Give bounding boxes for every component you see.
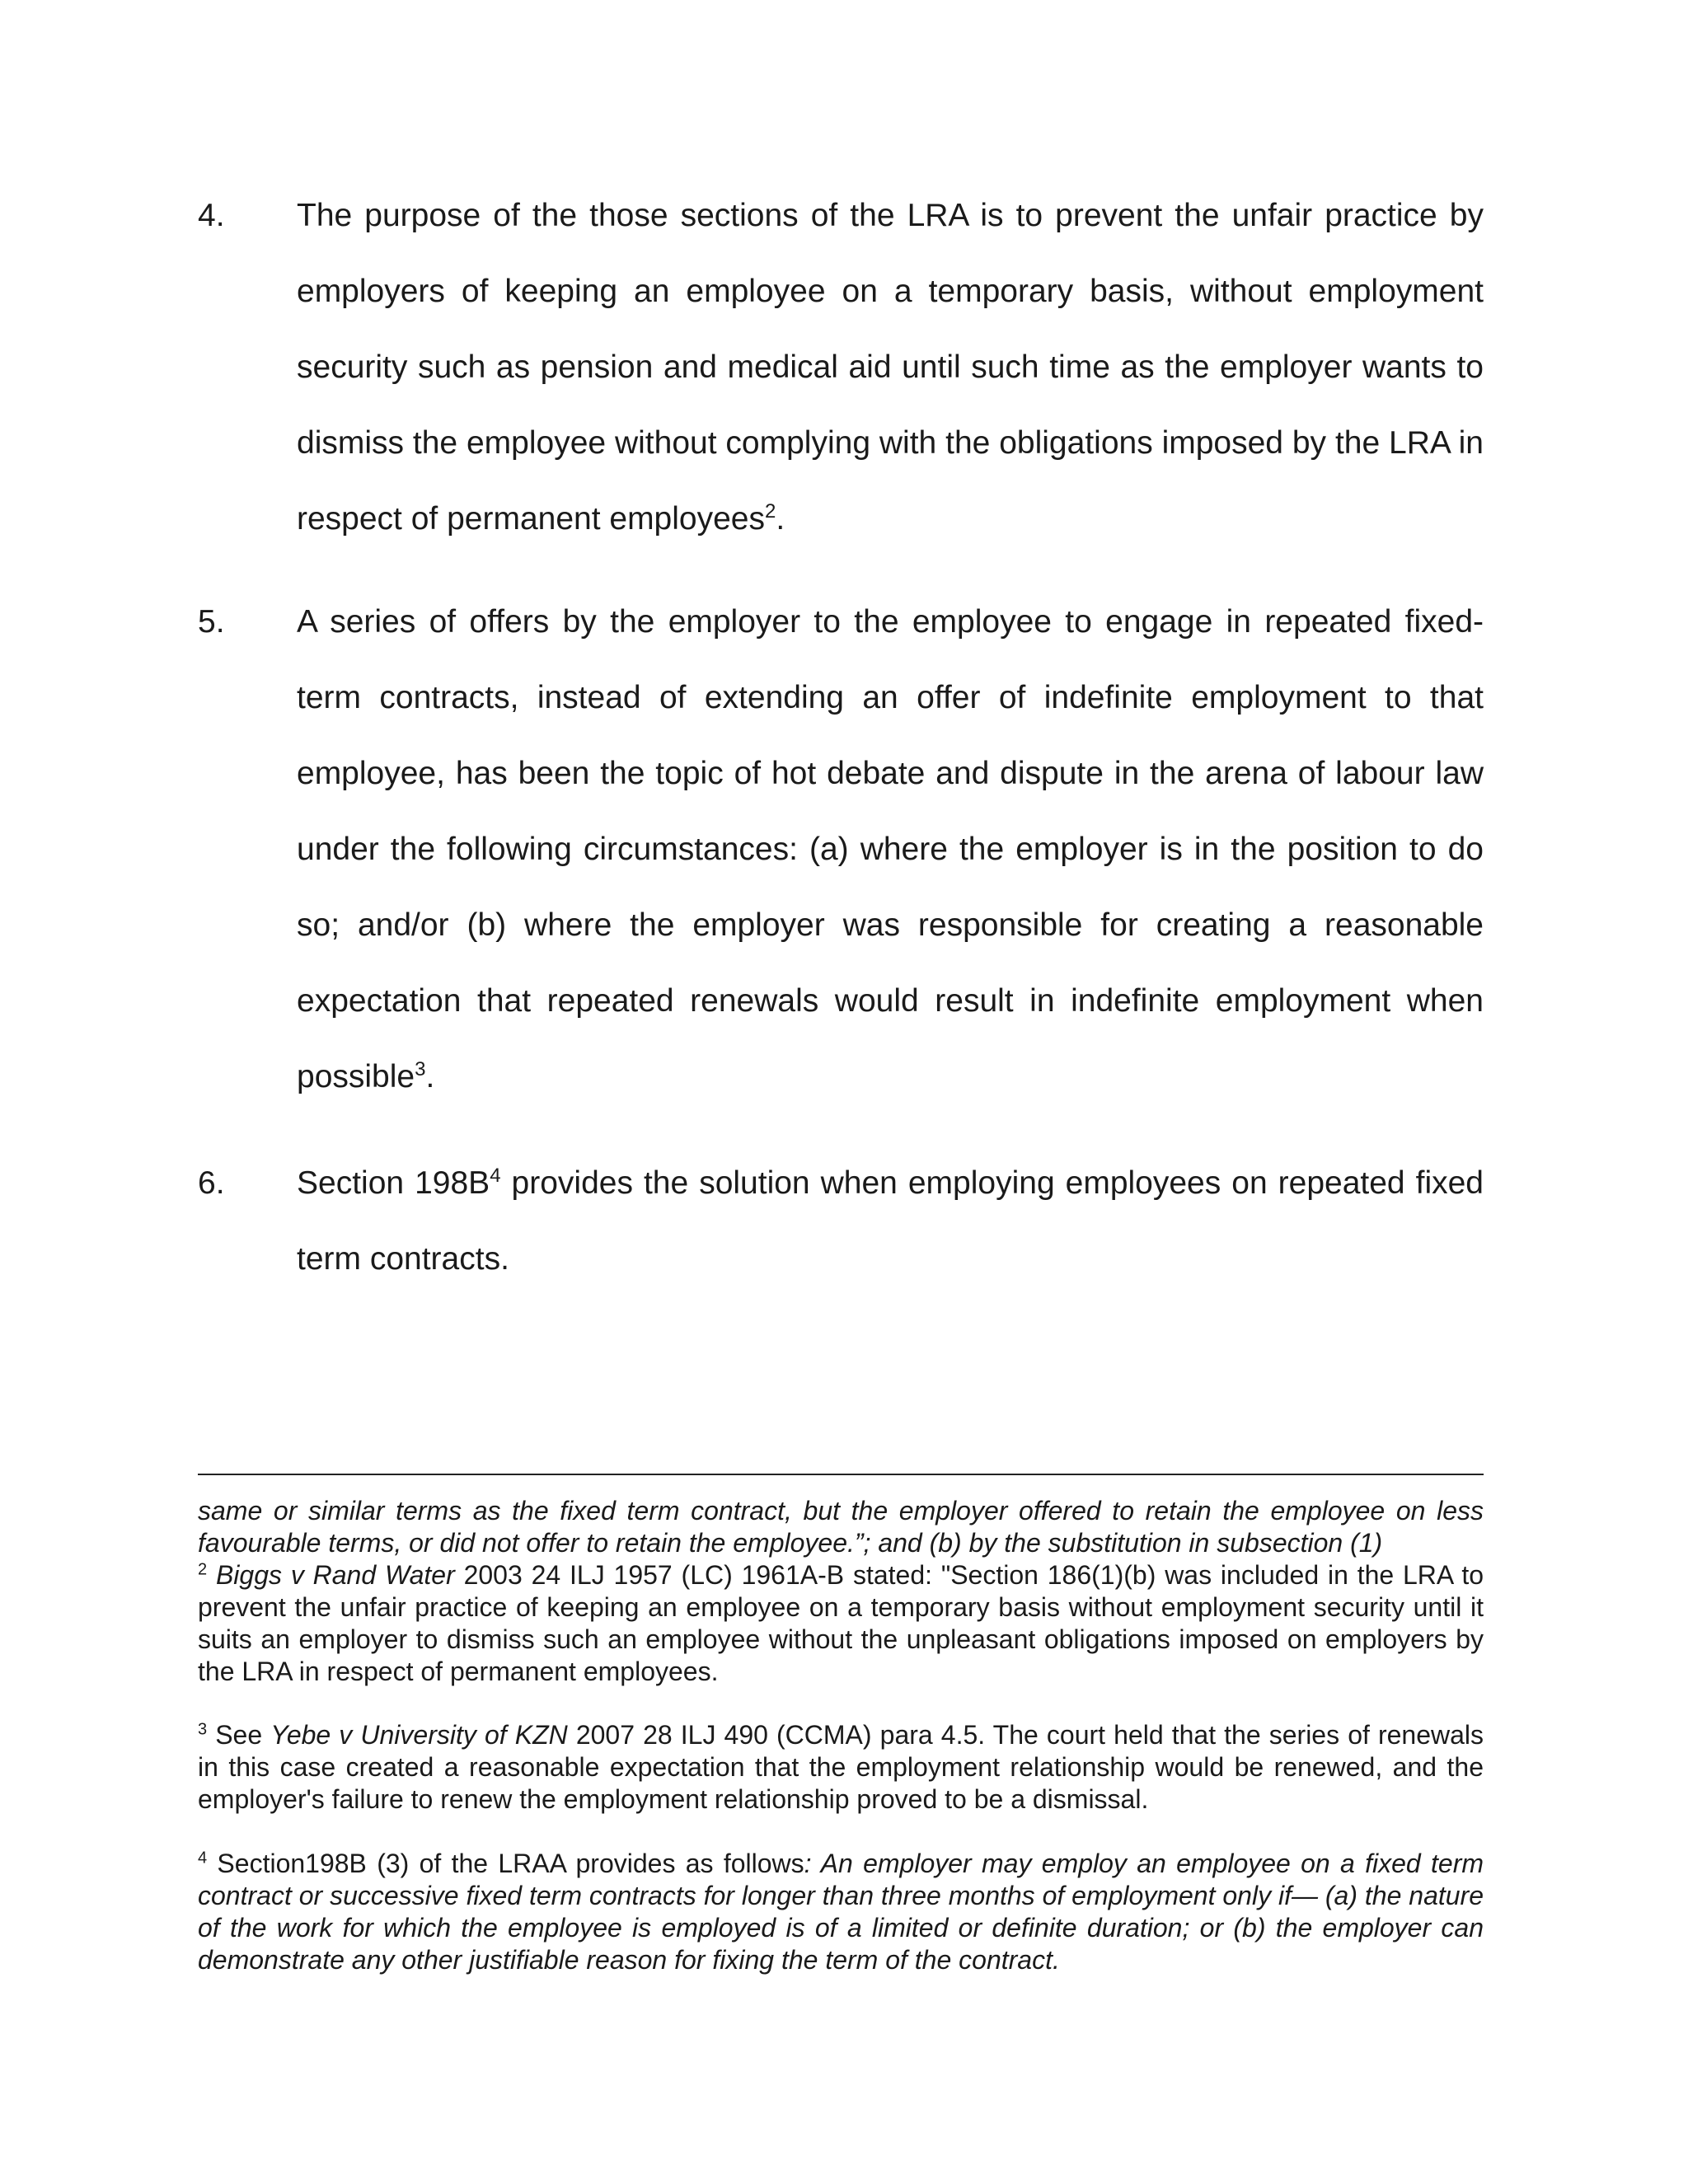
paragraph-number: 4. bbox=[198, 198, 225, 233]
footnote-2: $^2$ Biggs v Rand Water 2003 24 ILJ 1957 (LC) 1961A-B stated: "Section 186(1)(b) was included in the LRA to prevent the unfair practice of keeping an employee on a temporary basis without employment security until it suits an employer to dismiss such an employee without the unpleasant obligations imposed on employers by the LRA in respect of permanent employees. bbox=[198, 1560, 1484, 1686]
footnote-continuation: same or similar terms as the fixed term contract, but the employer offered to retain the employee on less favourable terms, or did not offer to retain the employee.”; and (b) by the substitution in subsection (1) bbox=[198, 1496, 1484, 1558]
case-name: Yebe v University of KZN bbox=[270, 1720, 568, 1750]
footnote-marker: 2 bbox=[198, 1560, 208, 1579]
paragraph-text: The purpose of the those sections of the LRA is to prevent the unfair practice by employers of keeping an employee on a temporary basis, without employment security such as pension and medical aid until such time as the employer wants to dismiss the employee without complying with the obligations imposed by the LRA in respect of permanent employees$^2$. bbox=[297, 198, 1484, 537]
paragraph-number: 5. bbox=[198, 604, 225, 640]
footnote-ref[interactable]: 2 bbox=[764, 500, 776, 523]
footnote-3: $^3$ See Yebe v University of KZN 2007 28 ILJ 490 (CCMA) para 4.5. The court held that the series of renewals in this case created a reasonable expectation that the employment relationship would be renewed, and the employer's failure to renew the employment relationship proved to be a dismissal. bbox=[198, 1720, 1484, 1814]
footnote-ref[interactable]: 3 bbox=[415, 1058, 426, 1080]
paragraph-text: Section $198B^4$ provides the solution when employing employees on repeated fixed term contracts. bbox=[297, 1165, 1484, 1277]
statute-quote: : An employer may employ an employee on a fixed term contract or successive fixed term contracts for longer than three months of employment only if— (a) the nature of the work for which the employee is employed is of a limited or definite duration; or (b) the employer can demonstrate any other justifiable reason for fixing the term of the contract. bbox=[198, 1849, 1484, 1975]
footnote-marker: 4 bbox=[198, 1849, 208, 1868]
footnote-ref[interactable]: 4 bbox=[490, 1165, 501, 1187]
footnote-4: $^4$ Section198B (3) of the LRAA provides as follows: An employer may employ an employee on a fixed term contract or successive fixed term contracts for longer than three months of employment only if— (a) the nature of the work for which the employee is employed is of a limited or definite duration; or (b) the employer can demonstrate any other justifiable reason for fixing the term of the contract. bbox=[198, 1849, 1484, 1975]
paragraph-text: A series of offers by the employer to the employee to engage in repeated fixed-term contracts, instead of extending an offer of indefinite employment to that employee, has been the topic of hot debate and dispute in the arena of labour law under the following circumstances: (a) where the employer is in the position to do so; and/or (b) where the employer was responsible for creating a reasonable expectation that repeated renewals would result in indefinite employment when possible$^3$. bbox=[297, 604, 1484, 1094]
footnote-divider bbox=[198, 1474, 1484, 1475]
footnote-marker: 3 bbox=[198, 1720, 208, 1739]
case-name: Biggs v Rand Water bbox=[215, 1560, 455, 1590]
paragraph-number: 6. bbox=[198, 1165, 225, 1201]
